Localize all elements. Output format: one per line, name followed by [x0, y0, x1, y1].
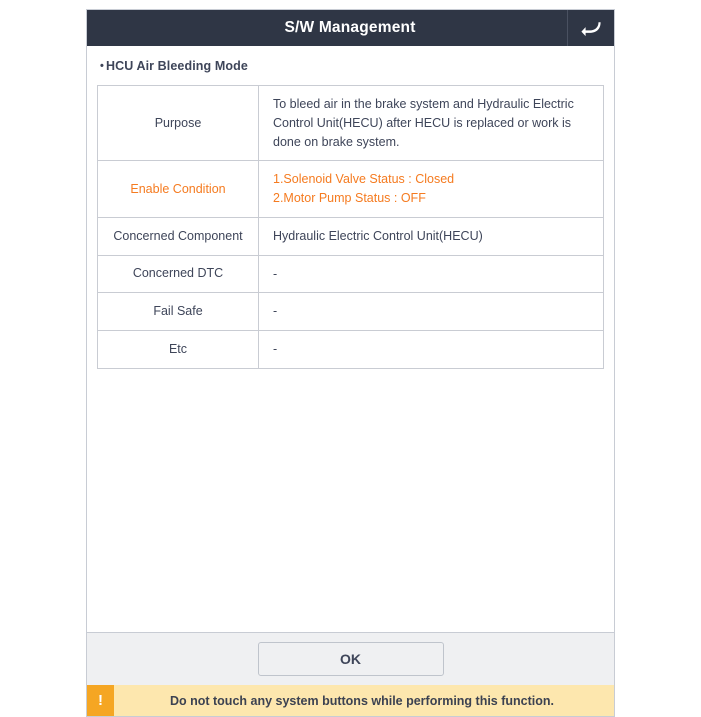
- row-label: Etc: [98, 331, 259, 369]
- dialog-body: [87, 46, 614, 632]
- row-value: [259, 217, 604, 255]
- row-value: [259, 255, 604, 293]
- value-line: -: [273, 266, 278, 281]
- row-label: Concerned Component: [98, 217, 259, 255]
- table-row: [98, 331, 604, 369]
- row-label: Purpose: [98, 86, 259, 161]
- value-line: -: [273, 304, 278, 319]
- row-label: Concerned DTC: [98, 255, 259, 293]
- dialog-titlebar: [87, 10, 614, 46]
- table-row: [98, 86, 604, 161]
- warning-message: Do not touch any system buttons while performing this function.: [169, 693, 555, 708]
- sw-management-dialog: [86, 9, 615, 717]
- table-row: [98, 255, 604, 293]
- row-value: [259, 293, 604, 331]
- row-label: Fail Safe: [98, 293, 259, 331]
- page-title: S/W Management: [284, 19, 416, 36]
- table-row: [98, 161, 604, 218]
- value-line: To bleed air in the brake system and Hydraulic Electric Control Unit(HECU) after HECU is replaced or work is done on brake system.: [273, 97, 574, 149]
- ok-button[interactable]: OK: [258, 642, 444, 676]
- row-label: Enable Condition: [98, 161, 259, 218]
- value-line: -: [273, 342, 278, 356]
- section-title-label: HCU Air Bleeding Mode: [105, 59, 248, 73]
- back-button[interactable]: [567, 10, 614, 46]
- dialog-footer: [87, 632, 614, 685]
- return-arrow-icon: [580, 18, 602, 38]
- table-row: [98, 217, 604, 255]
- section-title: [87, 46, 614, 73]
- row-value: [259, 161, 604, 218]
- value-line: Hydraulic Electric Control Unit(HECU): [273, 228, 483, 243]
- mode-info-table-body: [98, 86, 604, 369]
- row-value: [259, 331, 604, 369]
- mode-info-table: [97, 85, 604, 369]
- value-line: 1.Solenoid Valve Status : Closed: [273, 172, 455, 187]
- exclamation-icon: !: [87, 685, 114, 716]
- value-line: 2.Motor Pump Status : OFF: [273, 191, 426, 205]
- bullet-icon: •: [100, 60, 104, 72]
- table-row: [98, 293, 604, 331]
- row-value: [259, 86, 604, 161]
- warning-bar: [87, 685, 614, 716]
